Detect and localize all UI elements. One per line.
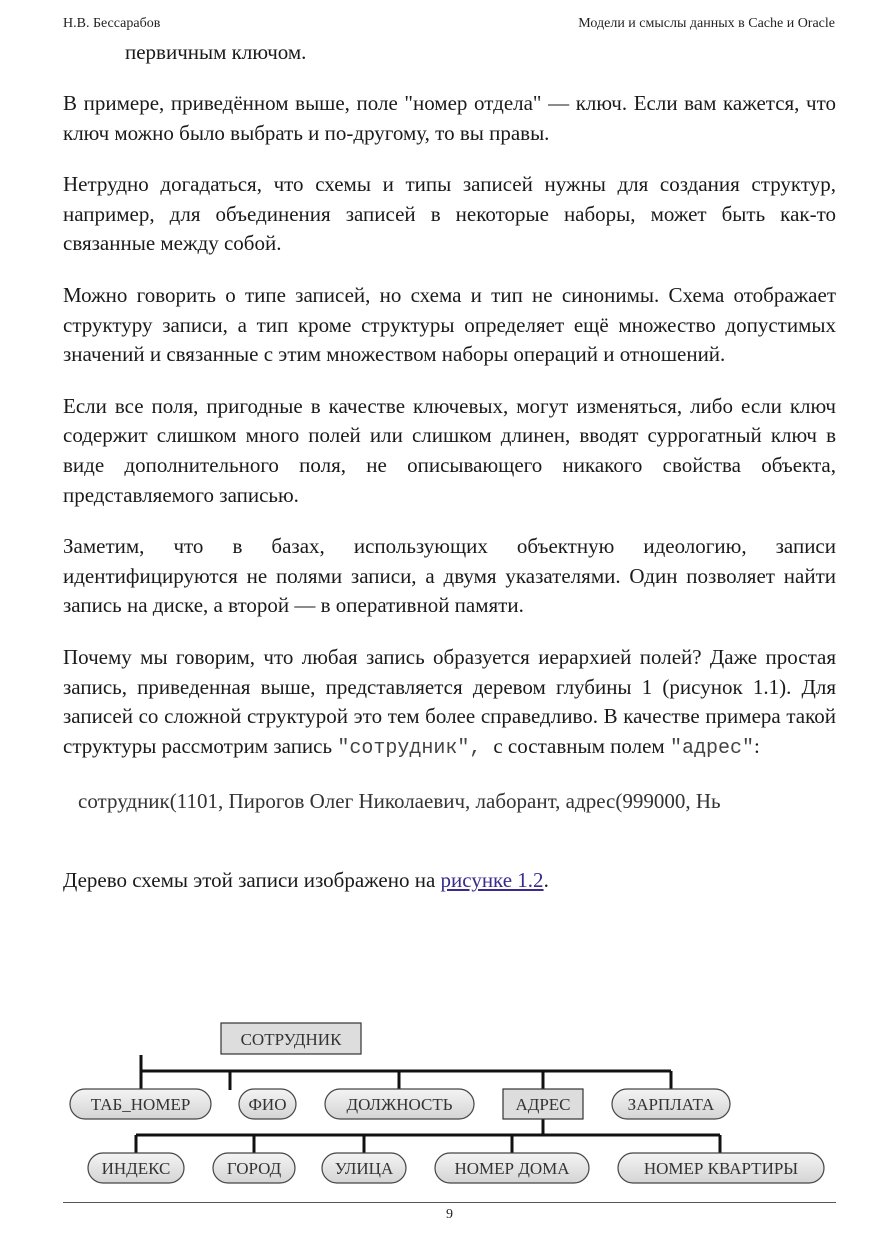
paragraph-6-end: : — [753, 733, 760, 758]
tree-node-ulitsa: УЛИЦА — [334, 1159, 394, 1178]
footer-divider — [63, 1202, 836, 1203]
code-adres: "адрес" — [669, 736, 754, 760]
tree-level2 — [88, 1153, 824, 1183]
tree-node-fio: ФИО — [248, 1095, 287, 1114]
continuation-line: первичным ключом. — [125, 40, 307, 64]
tree-node-nomer-kvartiry: НОМЕР КВАРТИРЫ — [643, 1159, 799, 1178]
schema-tree-figure — [63, 1015, 836, 1190]
paragraph-3: Можно говорить о типе записей, но схема и тип не синонимы. Схема отображает структуру записи, а тип кроме структуры определяет ещё множество допустимых значений и связанные с этим множеством наборы операций и отношений. — [63, 282, 836, 367]
tree-node-adres: АДРЕС — [515, 1095, 571, 1114]
header-title: Модели и смыслы данных в Cache и Oracle — [578, 16, 835, 31]
paragraph-6 — [63, 643, 836, 763]
paragraph-6-middle: с составным полем — [493, 733, 670, 758]
tree-root — [221, 1023, 361, 1054]
paragraph-4: Если все поля, пригодные в качестве ключевых, могут изменяться, либо если ключ содержит слишком много полей или слишком длинен, вводят суррогатный ключ в виде дополнительного поля, не описывающего никакого свойства объекта, представляемого записью. — [63, 393, 836, 507]
tree-node-gorod: ГОРОД — [226, 1159, 282, 1178]
code-sotrudnik: "сотрудник", — [337, 736, 494, 760]
figure-ref-before: Дерево схемы этой записи изображено на — [63, 868, 441, 893]
tree-root-label: СОТРУДНИК — [240, 1030, 342, 1049]
tree-node-indeks: ИНДЕКС — [101, 1159, 171, 1178]
tree-node-dolzhnost: ДОЛЖНОСТЬ — [346, 1095, 453, 1114]
tree-node-tab-nomer: ТАБ_НОМЕР — [90, 1095, 191, 1114]
tree-level1 — [70, 1089, 730, 1119]
paragraph-2: Нетрудно догадаться, что схемы и типы записей нужны для создания структур, например, для объединения записей в некоторые наборы, может быть как-то связанные между собой. — [63, 172, 836, 256]
paragraph-1: В примере, приведённом выше, поле "номер отдела" — ключ. Если вам кажется, что ключ можно было выбрать и по-другому, то вы правы. — [63, 91, 836, 145]
paragraph-5: Заметим, что в базах, использующих объектную идеологию, записи идентифицируются не полями записи, а двумя указателями. Один позволяет найти запись на диске, а второй — в оперативной памяти. — [63, 534, 836, 618]
page-body — [63, 38, 836, 895]
figure-ref-after: . — [543, 868, 549, 893]
record-example: сотрудник(1101, Пирогов Олег Николаевич, лаборант, адрес(999000, Нь — [78, 789, 721, 814]
header-author: Н.В. Бессарабов — [63, 16, 161, 31]
paragraph-6-text: Почему мы говорим, что любая запись образуется иерархией полей? Даже простая запись, приведенная выше, представляется деревом глубины 1 (рисунок 1.1). Для записей со сложной структурой это тем более справедливо. В качестве примера такой структуры рассмотрим запись — [63, 644, 836, 758]
tree-node-nomer-doma: НОМЕР ДОМА — [454, 1159, 570, 1178]
tree-node-zarplata: ЗАРПЛАТА — [627, 1095, 715, 1114]
figure-reference — [63, 866, 836, 895]
page-number: 9 — [446, 1207, 453, 1222]
figure-link[interactable]: рисунке 1.2 — [440, 868, 544, 893]
